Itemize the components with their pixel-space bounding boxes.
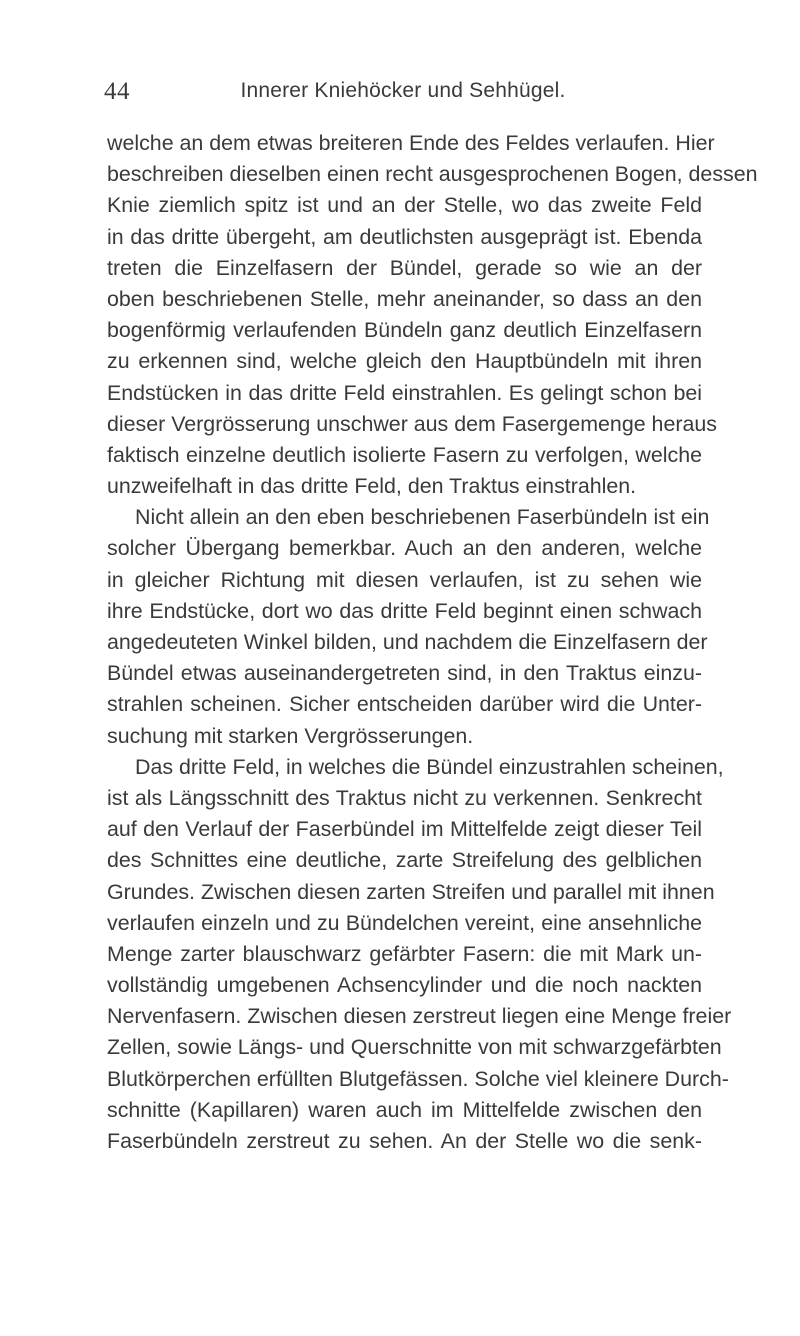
text-line: solcher Übergang bemerkbar. Auch an den anderen, welche [107,536,702,561]
text-line: Faserbündeln zerstreut zu sehen. An der Stelle wo die senk- [107,1129,702,1153]
text-line: in das dritte übergeht, am deutlichsten ausgeprägt ist. Ebenda [107,224,702,249]
text-line: auf den Verlauf der Faserbündel im Mittelfelde zeigt dieser Teil [107,817,702,842]
text-line: zu erkennen sind, welche gleich den Hauptbündeln mit ihren [107,349,702,374]
text-line: beschreiben dieselben einen recht ausgesprochenen Bogen, dessen [107,162,758,187]
text-line: Nicht allein an den eben beschriebenen Faserbündeln ist ein [135,505,710,530]
text-line: Zellen, sowie Längs- und Querschnitte von mit schwarzgefärbten [107,1035,722,1060]
text-line: Knie ziemlich spitz ist und an der Stelle, wo das zweite Feld [107,193,702,218]
text-line: unzweifelhaft in das dritte Feld, den Traktus einstrahlen. [107,474,637,499]
text-line: Endstücken in das dritte Feld einstrahlen. Es gelingt schon bei [107,380,702,405]
text-line: des Schnittes eine deutliche, zarte Streifelung des gelblichen [107,848,702,873]
text-line: angedeuteten Winkel bilden, und nachdem die Einzelfasern der [107,630,708,654]
text-line: oben beschriebenen Stelle, mehr aneinander, so dass an den [107,286,702,311]
running-title: Innerer Kniehöcker und Sehhügel. [240,79,566,102]
text-line: ist als Längsschnitt des Traktus nicht zu verkennen. Senkrecht [107,785,702,810]
paragraph [107,502,710,752]
text-line: Menge zarter blauschwarz gefärbter Fasern: die mit Mark un- [107,941,702,966]
text-line: treten die Einzelfasern der Bündel, gerade so wie an der [107,255,702,280]
body-text [107,128,758,1157]
text-line: Blutkörperchen erfüllten Blutgefässen. Solche viel kleinere Durch- [107,1066,729,1091]
text-line: suchung mit starken Vergrösserungen. [107,723,474,748]
text-line: schnitte (Kapillaren) waren auch im Mittelfelde zwischen den [107,1097,702,1122]
text-line: Grundes. Zwischen diesen zarten Streifen und parallel mit ihnen [107,879,715,904]
text-line: Bündel etwas auseinandergetreten sind, in den Traktus einzu- [107,661,702,686]
text-line: dieser Vergrösserung unschwer aus dem Fasergemenge heraus [107,411,717,436]
text-line: Nervenfasern. Zwischen diesen zerstreut liegen eine Menge freier [107,1004,732,1029]
text-line: faktisch einzelne deutlich isolierte Fasern zu verfolgen, welche [107,442,702,467]
text-line: ihre Endstücke, dort wo das dritte Feld beginnt einen schwach [107,598,702,623]
paragraph [107,128,758,502]
text-line: vollständig umgebenen Achsencylinder und die noch nackten [107,973,702,998]
text-line: welche an dem etwas breiteren Ende des Feldes verlaufen. Hier [107,131,715,155]
text-line: in gleicher Richtung mit diesen verlaufen, ist zu sehen wie [107,567,702,592]
text-line: verlaufen einzeln und zu Bündelchen vereint, eine ansehnliche [107,910,702,935]
text-line: bogenförmig verlaufenden Bündeln ganz deutlich Einzelfasern [107,318,702,343]
page-number: 44 [104,78,130,105]
paragraph [107,752,732,1157]
text-line: Das dritte Feld, in welches die Bündel einzustrahlen scheinen, [135,754,724,779]
text-line: strahlen scheinen. Sicher entscheiden darüber wird die Unter- [107,692,702,717]
running-head [104,78,702,112]
